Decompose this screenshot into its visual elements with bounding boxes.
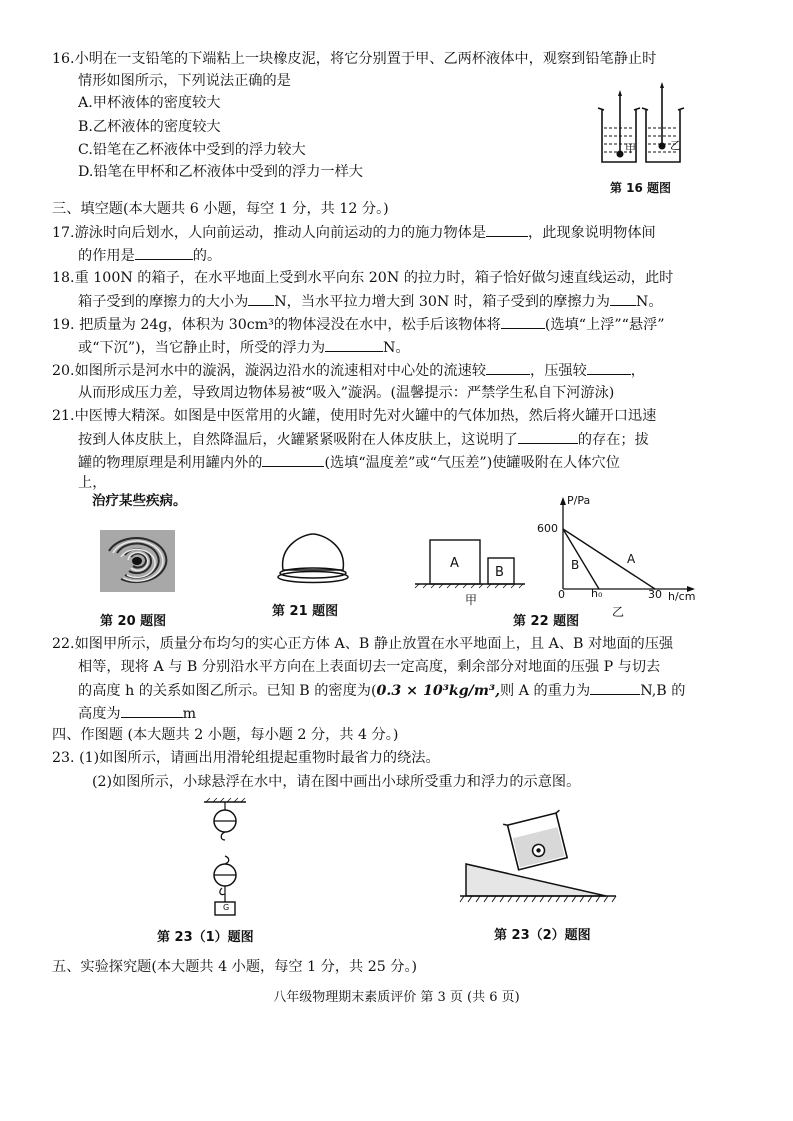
q23-pulley-figure	[196, 798, 256, 918]
q22-blocks-figure	[415, 538, 525, 586]
q20-line2: 从而形成压力差，导致周边物体易被“吸入”漩涡。(温馨提示：严禁学生私自下河游泳)	[78, 385, 615, 401]
q22-text-b: 则 A 的重力为	[500, 683, 591, 699]
q20-text-c: ，	[630, 363, 645, 379]
q22-label-jia: 甲	[465, 593, 478, 607]
q22-x-tick: 30	[648, 588, 662, 601]
q22-line4	[78, 703, 196, 724]
q21-blank-2[interactable]	[262, 452, 324, 467]
q21-blank-1[interactable]	[518, 429, 578, 444]
q22-density: 0.3 × 10³kg/m³,	[376, 683, 501, 699]
q19-line2	[78, 337, 410, 358]
q23-line1: 23. (1)如图所示，请画出用滑轮组提起重物时最省力的绕法。	[52, 750, 440, 766]
section5-heading: 五、实验探究题(本大题共 4 小题，每空 1 分，共 25 分。)	[52, 959, 418, 975]
q23-1-caption: 第 23（1）题图	[157, 930, 254, 945]
q22-line-a-label: A	[627, 552, 636, 566]
q19-text-c: 或“下沉”)，当它静止时，所受的浮力为	[78, 340, 326, 356]
q21-text-a: 按到人体皮肤上，自然降温后，火罐紧紧吸附在人体皮肤上，这说明了	[78, 432, 518, 448]
q23-2-caption: 第 23（2）题图	[494, 928, 591, 943]
section3-heading: 三、填空题(本大题共 6 小题，每空 1 分，共 12 分。)	[52, 201, 389, 217]
q21-line4: 上，	[78, 475, 107, 491]
q23-incline-figure	[460, 808, 620, 908]
q18-text-c: N。	[635, 294, 663, 310]
q18-blank-1[interactable]	[248, 291, 274, 306]
q22-block-b-label: B	[495, 565, 504, 580]
q19-blank-2[interactable]	[325, 337, 383, 352]
q20-line1	[52, 360, 645, 381]
q18-blank-2[interactable]	[610, 291, 636, 306]
q21-text-c: 罐的物理原理是利用罐内外的	[78, 455, 263, 471]
q17-text-a: 17.游泳时向后划水，人向前运动，推动人向前运动的力的施力物体是	[52, 225, 487, 241]
q22-caption: 第 22 题图	[513, 614, 580, 629]
q21-text-b: 的存在；拔	[577, 432, 649, 448]
q21-cupping-jar	[277, 532, 349, 590]
q16-option-a: A.甲杯液体的密度较大	[78, 95, 221, 111]
q19-text-d: N。	[383, 340, 410, 356]
q21-line5: 治疗某些疾病。	[92, 493, 187, 509]
q22-label-yi: 乙	[612, 605, 625, 619]
q22-blank-2[interactable]	[121, 703, 183, 718]
section4-heading: 四、作图题 (本大题共 2 小题，每小题 2 分，共 4 分。)	[52, 727, 399, 743]
q17-line2	[78, 245, 221, 266]
q16-stem-line2: 情形如图所示，下列说法正确的是	[78, 73, 291, 89]
q22-line2: 相等，现将 A 与 B 分别沿水平方向在上表面切去一定高度，剩余部分对地面的压强 P 与切去	[78, 659, 661, 675]
q18-line1: 18.重 100N 的箱子，在水平地面上受到水平向东 20N 的拉力时，箱子恰好做匀速直线运动，此时	[52, 270, 674, 286]
q16-label-yi: 乙	[670, 139, 681, 152]
q16-label-jia: 甲	[625, 142, 636, 155]
q18-text-b: N，当水平拉力增大到 30N 时，箱子受到的摩擦力为	[274, 294, 610, 310]
q20-caption: 第 20 题图	[100, 614, 167, 629]
q17-text-d: 的。	[192, 248, 222, 264]
q20-whirlpool-photo	[100, 530, 175, 592]
q21-line3	[78, 452, 620, 473]
q16-stem-line1: 16.小明在一支铅笔的下端粘上一块橡皮泥，将它分别置于甲、乙两杯液体中，观察到铅笔静止时	[52, 51, 657, 67]
q22-line1: 22.如图甲所示，质量分布均匀的实心正方体 A、B 静止放置在水平地面上，且 A、B 对地面的压强	[52, 636, 674, 652]
q22-text-c: N,B 的	[640, 683, 686, 699]
q22-text-d: 高度为	[78, 706, 121, 722]
q16-caption: 第 16 题图	[610, 181, 672, 195]
q20-blank-1[interactable]	[486, 360, 530, 375]
q22-y-axis-label: P/Pa	[567, 494, 591, 507]
q16-option-d: D.铅笔在甲杯和乙杯液体中受到的浮力一样大	[78, 164, 363, 180]
q20-text-a: 20.如图所示是河水中的漩涡，漩涡边沿水的流速相对中心处的流速较	[52, 363, 487, 379]
q18-text-a: 箱子受到的摩擦力的大小为	[78, 294, 249, 310]
q21-caption: 第 21 题图	[272, 604, 339, 619]
q16-beakers-figure	[596, 86, 692, 172]
q22-line-b-label: B	[571, 558, 580, 572]
q22-line-b	[563, 529, 599, 589]
q19-text-a: 19. 把质量为 24g，体积为 30cm³的物体浸没在水中，松手后该物体将	[52, 317, 501, 333]
page-footer: 八年级物理期末素质评价 第 3 页 (共 6 页)	[273, 990, 520, 1005]
q19-line1	[52, 314, 665, 335]
q19-text-b: (选填“上浮”“悬浮”	[544, 317, 665, 333]
q20-blank-2[interactable]	[587, 360, 631, 375]
q18-line2	[78, 291, 663, 312]
q17-text-c: 的作用是	[78, 248, 135, 264]
q22-text-a: 的高度 h 的关系如图乙所示。已知 B 的密度为(	[78, 683, 377, 699]
q16-option-b: B.乙杯液体的密度较大	[78, 119, 221, 135]
q17-blank-1[interactable]	[486, 222, 528, 237]
q23-weight-label: G	[223, 903, 230, 912]
q23-line2: (2)如图所示，小球悬浮在水中，请在图中画出小球所受重力和浮力的示意图。	[92, 774, 581, 790]
q17-blank-2[interactable]	[135, 245, 193, 260]
q19-blank-1[interactable]	[501, 314, 545, 329]
q21-text-d: (选填“温度差”或“气压差”)使罐吸附在人体穴位	[324, 455, 620, 471]
q16-option-c: C.铅笔在乙杯液体中受到的浮力较大	[78, 142, 306, 158]
q22-blank-1[interactable]	[590, 680, 640, 695]
q17-text-b: ，此现象说明物体间	[528, 225, 656, 241]
q20-text-b: ，压强较	[530, 363, 587, 379]
q17-line1	[52, 222, 656, 243]
q22-origin: 0	[558, 588, 565, 601]
q22-text-e: m	[182, 706, 197, 722]
q22-y-tick: 600	[537, 522, 558, 535]
q22-pressure-graph	[555, 495, 705, 600]
q22-line3	[78, 680, 685, 701]
q22-block-a-label: A	[450, 556, 459, 571]
q21-line1: 21.中医博大精深。如图是中医常用的火罐，使用时先对火罐中的气体加热，然后将火罐开口迅速	[52, 408, 657, 424]
q21-line2	[78, 429, 649, 450]
q22-h0: h₀	[591, 587, 603, 600]
q22-x-axis-label: h/cm	[668, 590, 696, 603]
